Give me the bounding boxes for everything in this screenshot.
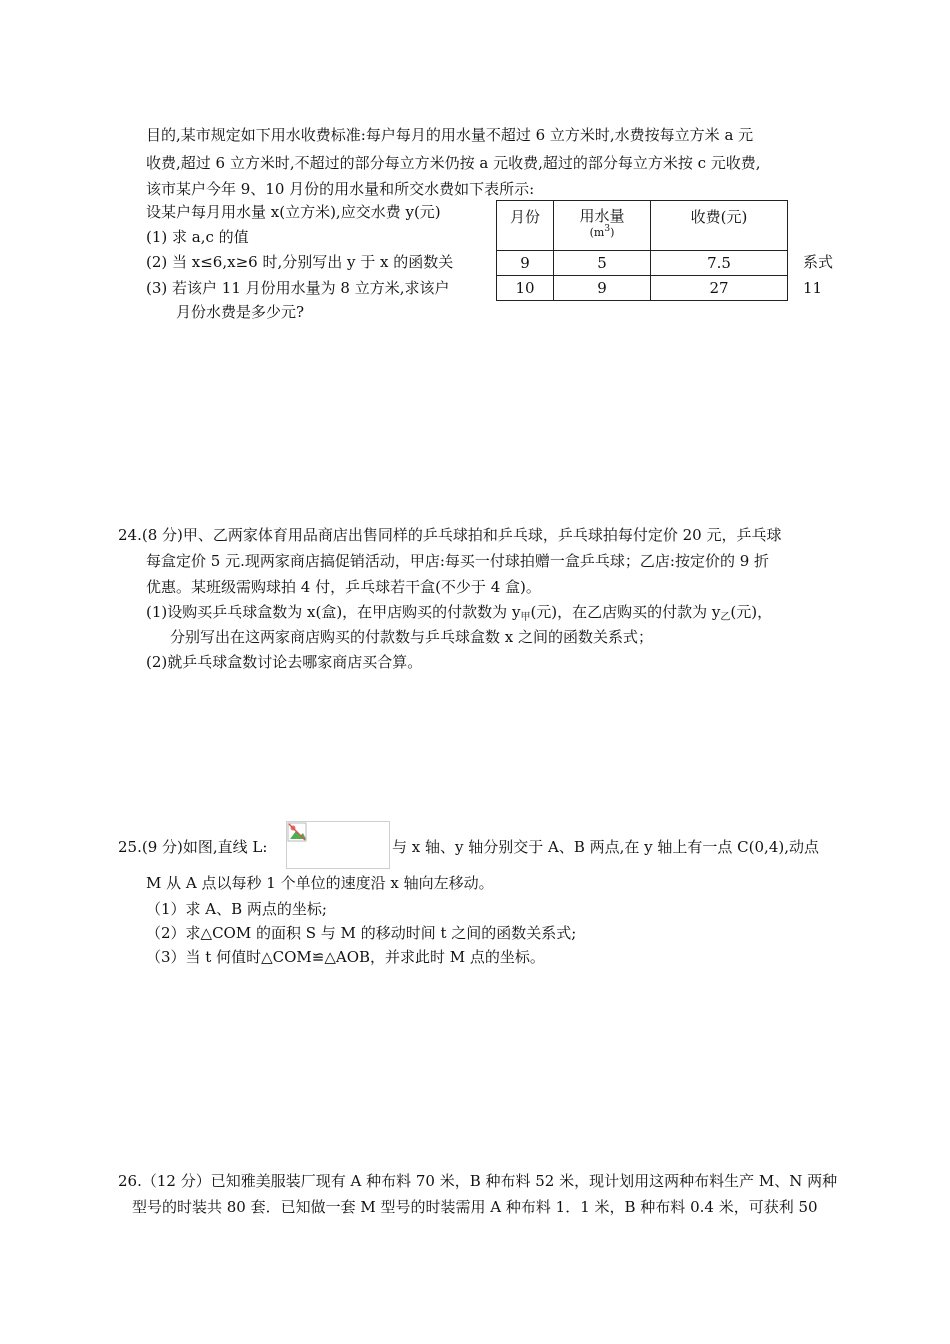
q24-text-line-1: 24.(8 分)甲、乙两家体育用品商店出售同样的乒乓球拍和乒乓球，乒乓球拍每付定价 20 元，乒乓球 xyxy=(118,526,782,544)
q23-item-3: (3) 若该户 11 月份用水量为 8 立方米,求该户 xyxy=(146,279,450,297)
q23-text-line-4: 设某户每月用水量 x(立方米),应交水费 y(元) xyxy=(146,203,441,221)
q24-item-2: (2)就乒乓球盒数讨论去哪家商店买合算。 xyxy=(146,653,423,671)
q24-item-1: (1)设购买乒乓球盒数为 x(盒)，在甲店购买的付款数为 $y_甲$(元)，在乙店购买的付款为 $y_乙$(元)， xyxy=(146,603,773,623)
table-row xyxy=(497,276,788,301)
q25-item-3: （3）当 t 何值时△COM≌△AOB，并求此时 M 点的坐标。 xyxy=(146,948,545,966)
table-header-water-unit: $(m^3)$ xyxy=(589,224,615,239)
q23-item-1: (1) 求 a,c 的值 xyxy=(146,228,249,246)
table-cell-fee: 7.5 xyxy=(651,251,788,276)
q24-text-line-2: 每盒定价 5 元.现两家商店搞促销活动，甲店:每买一付球拍赠一盒乒乓球；乙店:按定价的 9 折 xyxy=(146,552,770,570)
q25-text-line-2: M 从 A 点以每秒 1 个单位的速度沿 x 轴向左移动。 xyxy=(146,874,494,892)
table-cell-fee: 27 xyxy=(651,276,788,301)
equation-image-placeholder xyxy=(286,821,390,869)
table-row xyxy=(497,251,788,276)
q25-item-2: （2）求△COM 的面积 S 与 M 的移动时间 t 之间的函数关系式; xyxy=(146,924,577,942)
table-cell-water: 5 xyxy=(554,251,651,276)
q23-text-line-2: 收费,超过 6 立方米时,不超过的部分每立方米仍按 a 元收费,超过的部分每立方米按 c 元收费, xyxy=(146,154,761,172)
table-cell-month: 10 xyxy=(497,276,554,301)
table-header-fee: 收费(元) xyxy=(651,201,788,251)
q26-text-line-1: 26.（12 分）已知雅美服装厂现有 A 种布料 70 米，B 种布料 52 米，现计划用这两种布料生产 M、N 两种 xyxy=(118,1172,838,1190)
table-header-water xyxy=(554,201,651,251)
q23-text-line-1: 目的,某市规定如下用水收费标准:每户每月的用水量不超过 6 立方米时,水费按每立方米 a 元 xyxy=(146,126,754,144)
q23-text-line-3: 该市某户今年 9、10 月份的用水量和所交水费如下表所示: xyxy=(146,180,535,198)
q25-text-line-1a: 25.(9 分)如图,直线 L: xyxy=(118,838,268,856)
q24-text-line-3: 优惠。某班级需购球拍 4 付，乒乓球若干盒(不少于 4 盒)。 xyxy=(146,578,541,596)
water-fee-table xyxy=(496,200,788,301)
table-cell-water: 9 xyxy=(554,276,651,301)
q23-item-2: (2) 当 x≤6,x≥6 时,分别写出 y 于 x 的函数关 xyxy=(146,253,454,271)
q25-text-line-1b: 与 x 轴、y 轴分别交于 A、B 两点,在 y 轴上有一点 C(0,4),动点 xyxy=(392,838,819,856)
q24-item-1-continued: 分别写出在这两家商店购买的付款数与乒乓球盒数 x 之间的函数关系式； xyxy=(170,628,653,646)
broken-image-icon xyxy=(287,822,309,844)
table-header-month: 月份 xyxy=(497,201,554,251)
q23-item-3-tail: 11 xyxy=(803,279,823,297)
table-header-water-label: 用水量 xyxy=(579,207,625,225)
q26-text-line-2: 型号的时装共 80 套．已知做一套 M 型号的时装需用 A 种布料 1．1 米，B 种布料 0.4 米，可获利 50 xyxy=(132,1198,818,1216)
table-cell-month: 9 xyxy=(497,251,554,276)
q23-item-3-continued: 月份水费是多少元? xyxy=(176,303,305,321)
q23-item-2-tail: 系式 xyxy=(803,253,834,271)
q25-item-1: （1）求 A、B 两点的坐标; xyxy=(146,900,327,918)
